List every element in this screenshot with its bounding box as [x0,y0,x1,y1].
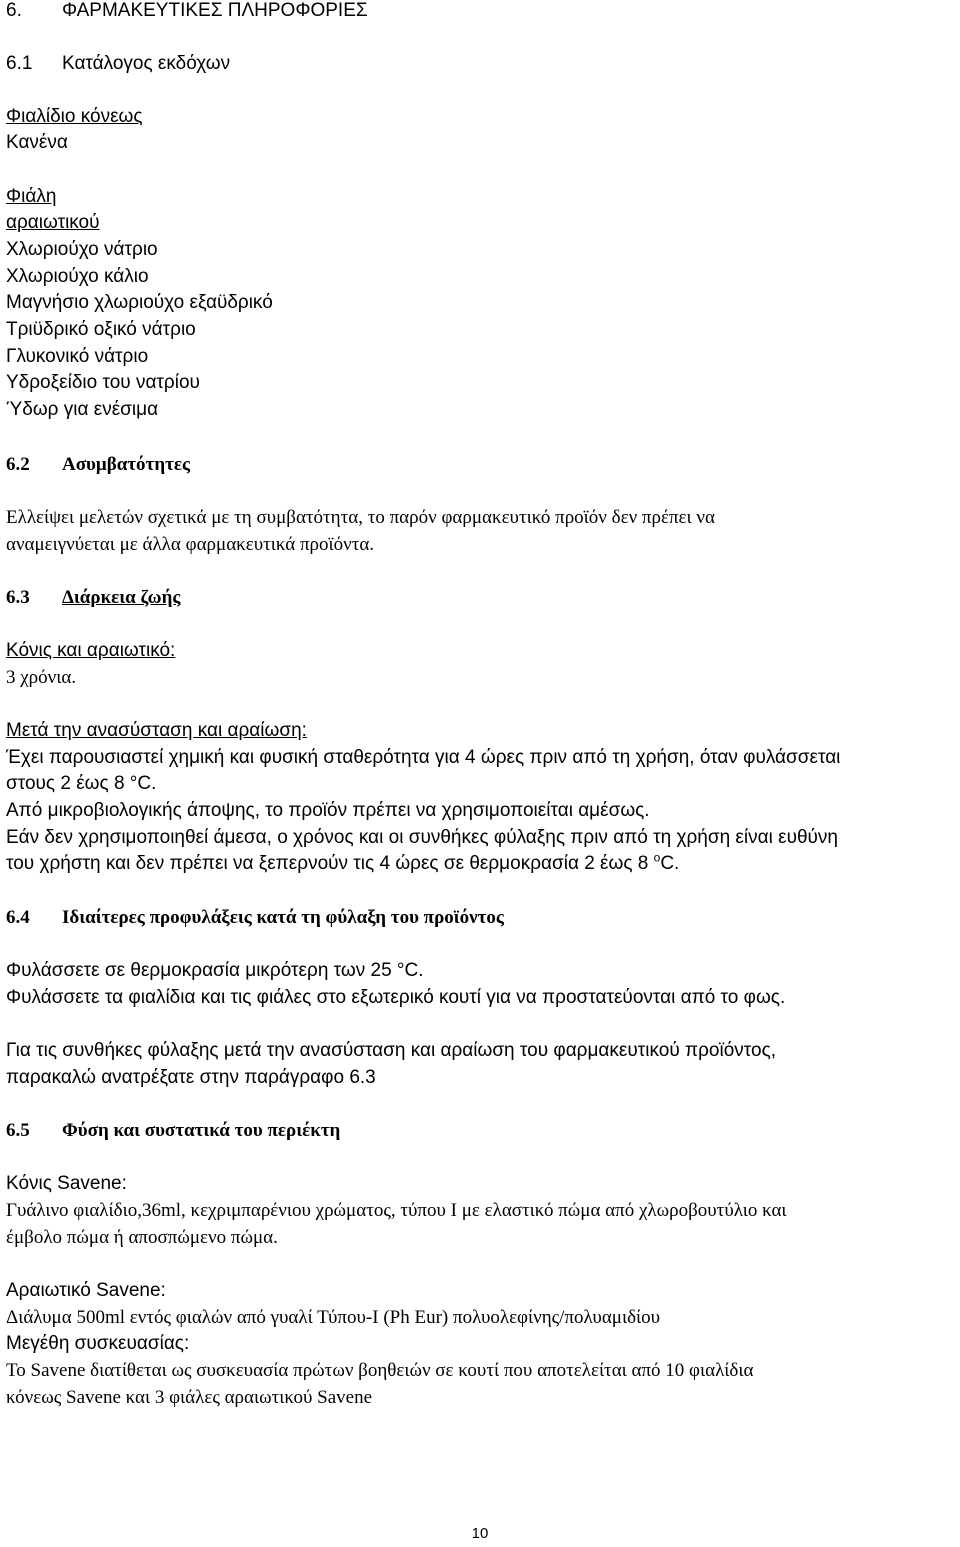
page-number: 10 [471,1525,489,1542]
section-6-3-heading: 6.3 Διάρκεια ζωής [6,587,181,608]
powder-excipient: Κανένα [6,132,68,153]
container-text-line: Διάλυμα 500ml εντός φιαλών από γυαλί Τύπου-I (Ph Eur) πολυολεφίνης/πολυαμιδίου [6,1307,661,1328]
diluent-excipient: Υδροξείδιο του νατρίου [6,372,200,393]
diluent-excipient: Χλωριούχο νάτριο [6,239,158,260]
container-text-line: έμβολο πώμα ή αποσπώμενο πώμα. [6,1227,278,1248]
shelf-life-line: Εάν δεν χρησιμοποιηθεί άμεσα, ο χρόνος και οι συνθήκες φύλαξης πριν από τη χρήση είναι ευθύνη [6,827,838,848]
diluent-excipient: Γλυκονικό νάτριο [6,346,149,367]
pack-size-line: κόνεως Savene και 3 φιάλες αραιωτικού Savene [6,1387,373,1408]
section-6-4-heading: 6.4 Ιδιαίτερες προφυλάξεις κατά τη φύλαξη του προϊόντος [6,907,504,928]
diluent-label-line2: αραιωτικού [6,212,100,233]
shelf-life-label-powder: Κόνις και αραιωτικό: [6,640,176,661]
incompatibility-text-line2: αναμειγνύεται με άλλα φαρμακευτικά προϊόντα. [6,534,375,555]
storage-line: Για τις συνθήκες φύλαξης μετά την ανασύσταση και αραίωση του φαρμακευτικού προϊόντος, [6,1040,777,1061]
shelf-life-label-reconstituted: Μετά την ανασύσταση και αραίωση: [6,720,307,741]
pack-size-line: Το Savene διατίθεται ως συσκευασία πρώτων βοηθειών σε κουτί που αποτελείται από 10 φιαλίδια [6,1360,754,1381]
section-6-heading: 6. ΦΑΡΜΑΚΕΥΤΙΚΕΣ ΠΛΗΡΟΦΟΡΙΕΣ [6,0,368,21]
diluent-excipient: Τριϋδρικό οξικό νάτριο [6,319,196,340]
container-text-line: Γυάλινο φιαλίδιο,36ml, κεχριμπαρένιου χρώματος, τύπου I με ελαστικό πώμα από χλωροβουτύλιο και [6,1200,787,1221]
diluent-excipient: Χλωριούχο κάλιο [6,266,149,287]
container-label-diluent: Αραιωτικό Savene: [6,1280,166,1301]
shelf-life-line: του χρήστη και δεν πρέπει να ξεπερνούν τις 4 ώρες σε θερμοκρασία 2 έως 8 $^o$C. [6,850,680,874]
section-6-2-heading: 6.2 Ασυμβατότητες [6,454,190,475]
powder-vial-label: Φιαλίδιο κόνεως [6,106,143,127]
storage-line: Φυλάσσετε τα φιαλίδια και τις φιάλες στο εξωτερικό κουτί για να προστατεύονται από το φως. [6,987,786,1008]
shelf-life-line: στους 2 έως 8 °C. [6,773,157,794]
diluent-label-line1: Φιάλη [6,186,57,207]
section-6-1-heading: 6.1 Κατάλογος εκδόχων [6,53,231,74]
shelf-life-line: Έχει παρουσιαστεί χημική και φυσική σταθερότητα για 4 ώρες πριν από τη χρήση, όταν φυλάσσεται [6,747,841,768]
pack-size-label: Μεγέθη συσκευασίας: [6,1333,190,1354]
diluent-excipient: Ύδωρ για ενέσιμα [6,399,159,420]
shelf-life-value-powder: 3 χρόνια. [6,667,77,688]
incompatibility-text-line1: Ελλείψει μελετών σχετικά με τη συμβατότητα, το παρόν φαρμακευτικό προϊόν δεν πρέπει να [6,507,715,528]
shelf-life-line: Από μικροβιολογικής άποψης, το προϊόν πρέπει να χρησιμοποιείται αμέσως. [6,800,650,821]
container-label-powder: Κόνις Savene: [6,1173,127,1194]
section-6-5-heading: 6.5 Φύση και συστατικά του περιέκτη [6,1120,341,1141]
diluent-excipient: Μαγνήσιο χλωριούχο εξαϋδρικό [6,292,273,313]
storage-line: παρακαλώ ανατρέξατε στην παράγραφο 6.3 [6,1067,376,1088]
storage-line: Φυλάσσετε σε θερμοκρασία μικρότερη των 25 °C. [6,960,424,981]
